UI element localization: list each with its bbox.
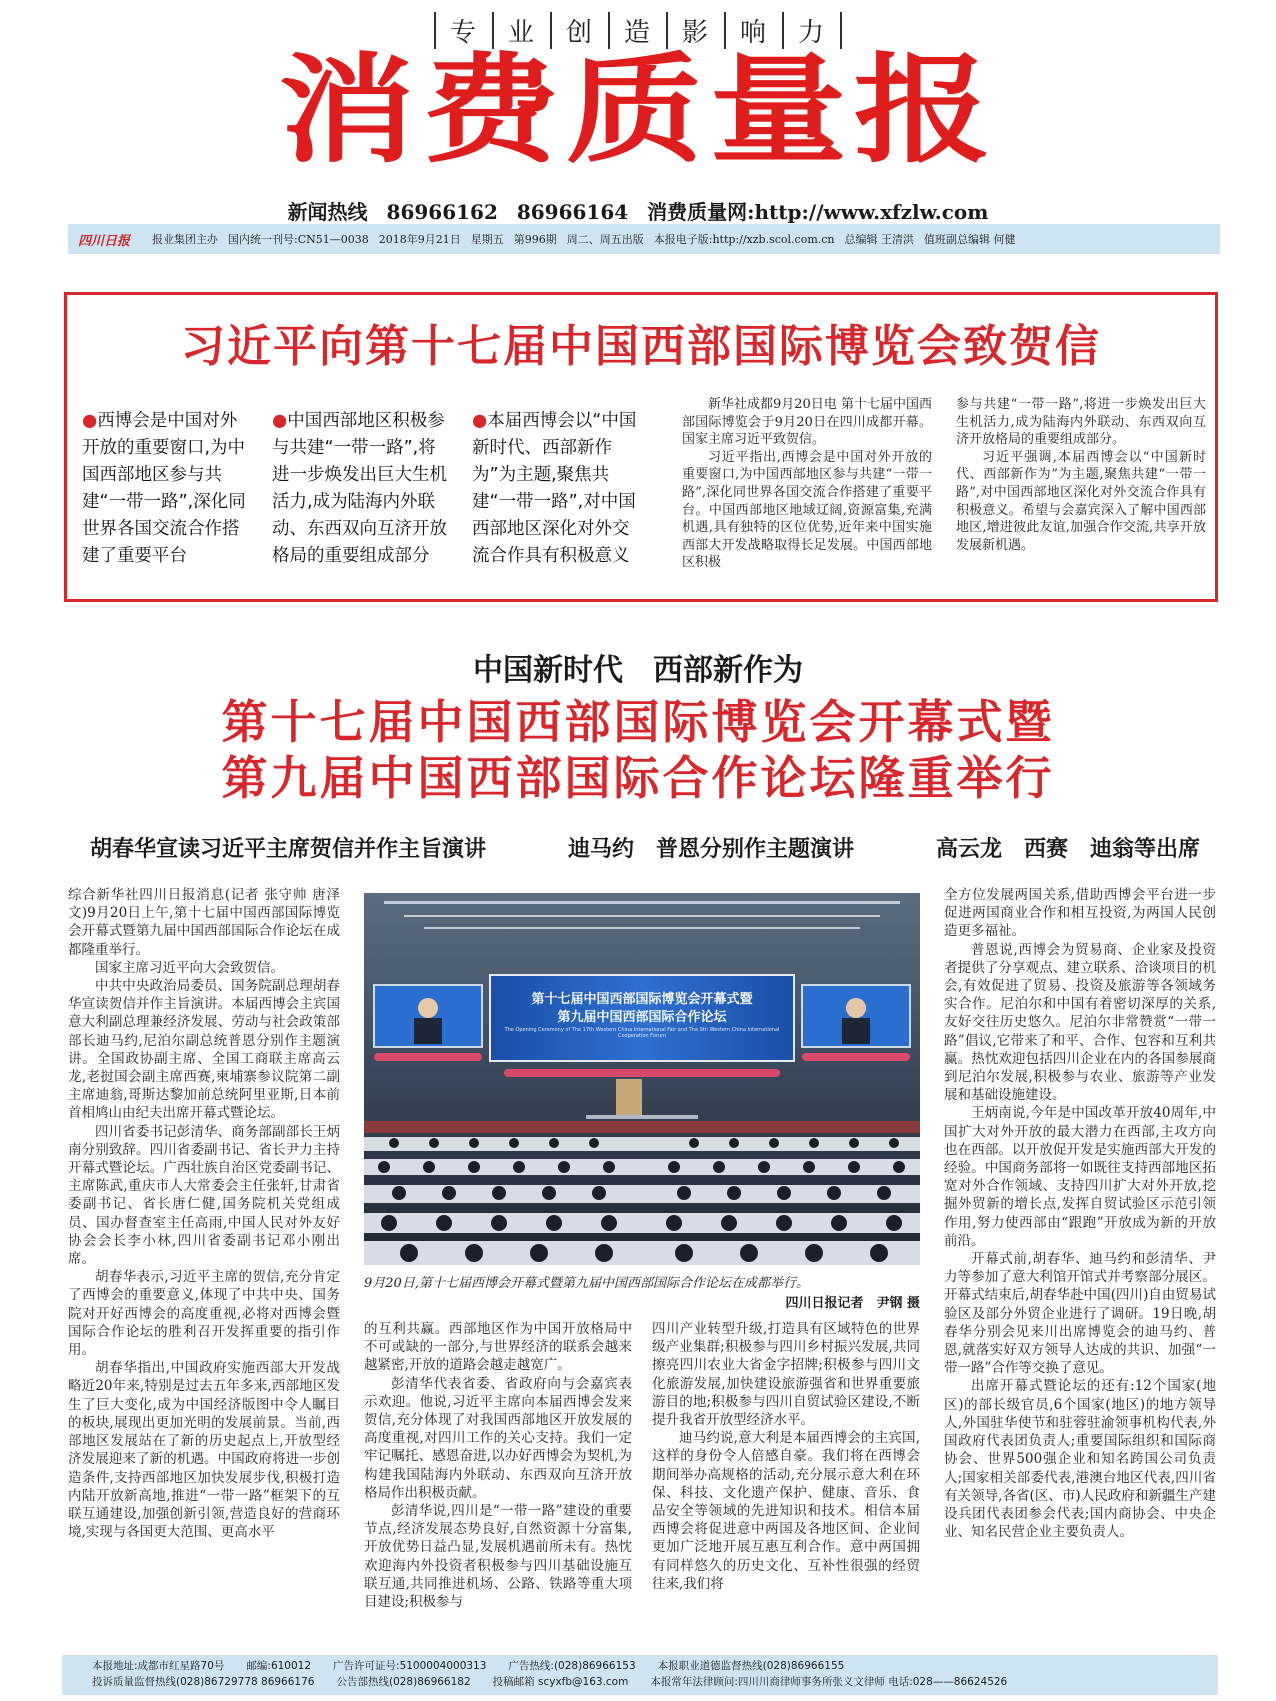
- hotline-number-2: 86966164: [516, 200, 629, 224]
- subheadline-1: 胡春华宣读习近平主席贺信并作主旨演讲: [90, 837, 487, 862]
- footer-item: 本报地址:成都市红星路70号: [92, 1660, 225, 1672]
- newspaper-masthead: 消费质量报: [278, 41, 998, 179]
- body-column-4: [944, 886, 1216, 1541]
- footer-item: 投诉质量监督热线(028)86729778 86966176: [92, 1676, 315, 1688]
- slogan-char: 响: [724, 12, 782, 49]
- footer-item: 邮编:610012: [246, 1660, 312, 1672]
- subheadline-3: 高云龙 西赛 迪翁等出席: [935, 837, 1200, 862]
- slogan-char: 造: [608, 12, 666, 49]
- issue-info-item: 国内统一刊号:CN51—0038: [228, 233, 369, 246]
- screen-title-1: 第十七届中国西部国际博览会开幕式暨: [531, 992, 753, 1007]
- hotline-bar: [0, 196, 1276, 225]
- bullet-dot-icon: ●: [272, 411, 288, 431]
- photo-caption: 9月20日,第十七届西博会开幕式暨第九届中国西部国际合作论坛在成都举行。: [364, 1276, 809, 1291]
- hotline-number-1: 86966162: [386, 200, 498, 224]
- website-link[interactable]: 消费质量网:http://www.xfzlw.com: [647, 200, 989, 224]
- footer-item: 本报职业道德监督热线(028)86966155: [657, 1660, 845, 1672]
- footer-bar: [62, 1655, 1218, 1695]
- hotline-label: 新闻热线: [287, 200, 368, 224]
- body-column-1: [68, 886, 340, 1541]
- issue-info-item: 星期五: [470, 233, 504, 246]
- paragraph: 国家主席习近平向大会致贺信。: [95, 959, 284, 976]
- paragraph: 彭清华代表省委、省政府向与会嘉宾表示欢迎。他说,习近平主席向本届西博会发来贺信,充分体现了对我国西部地区开放发展的高度重视,对四川工作的关心支持。我们一定牢记嘱托、感恩奋进,以办好西博会为契机,为构建我国陆海内外联动、东西双向互济开放格局作出积极贡献。: [364, 1375, 632, 1501]
- paragraph: 开幕式前,胡春华、迪马约和彭清华、尹力等参加了意大利馆开馆式并考察部分展区。开幕式结束后,胡春华赴中国(四川)自由贸易试验区及部分外贸企业进行了调研。19日晚,胡春华分别会见来川出席博览会的迪马约、普恩,就落实好双方领导人达成的共识、加强“一带一路”合作等交换了意见。: [944, 1251, 1216, 1377]
- paragraph: 王炳南说,今年是中国改革开放40周年,中国扩大对外开放的最大潜力在西部,主攻方向也在西部。以开放促开发是实施西部大开发的经验。中国商务部将一如既往支持西部地区拓宽对外合作领域、支持四川扩大对外开放,挖掘外贸新的增长点,发挥自贸试验区示范引领作用,努力使西部由“跟跑”开放成为新的开放前沿。: [944, 1105, 1216, 1249]
- sichuan-daily-logo: 四川日报: [78, 233, 131, 249]
- footer-item: 公告部热线(028)86966182: [336, 1676, 471, 1688]
- lead-bullet-1: ●西博会是中国对外开放的重要窗口,为中国西部地区参与共建“一带一路”,深化同世界各国交流合作搭建了重要平台: [82, 411, 246, 566]
- issue-info-item: 值班副总编辑 何健: [924, 233, 1016, 246]
- issue-info-item: 2018年9月21日: [378, 233, 461, 246]
- main-kicker: 中国新时代 西部新作为: [473, 653, 803, 688]
- lead-text-col-1: [682, 396, 932, 572]
- issue-info-item: 报业集团主办: [152, 233, 219, 246]
- paragraph: 综合新华社四川日报消息(记者 张守帅 唐泽文)9月20日上午,第十七届中国西部国际博览会开幕式暨第九届中国西部国际合作论坛在成都隆重举行。: [68, 887, 340, 958]
- lead-bullet-3: ●本届西博会以“中国新时代、西部新作为”为主题,聚焦共建“一带一路”,对中国西部地区深化对外交流合作具有积极意义: [472, 411, 637, 566]
- subheadline-2: 迪马约 普恩分别作主题演讲: [567, 837, 854, 862]
- issue-info-item[interactable]: 本报电子版:http://xzb.scol.com.cn: [653, 233, 835, 246]
- body-column-3: [652, 1320, 920, 1593]
- paragraph: 习近平强调,本届西博会以“中国新时代、西部新作为”为主题,聚焦共建“一带一路”,对中国西部地区深化对外交流合作具有积极意义。希望与会嘉宾深入了解中国西部地区,增进彼此友谊,加强合作交流,共享开放发展新机遇。: [956, 449, 1206, 553]
- slogan-char: 专: [434, 12, 492, 49]
- issue-info-item: 总编辑 王清洪: [844, 233, 914, 246]
- footer-item: 本报常年法律顾问:四川川商律师事务所张义文律师 电话:028——86624526: [650, 1676, 1008, 1688]
- main-subheadline: [90, 832, 1200, 863]
- paragraph: 中共中央政治局委员、国务院副总理胡春华宣读贺信并作主旨演讲。本届西博会主宾国意大利副总理兼经济发展、劳动与社会政策部部长迪马约,尼泊尔副总统普恩分别作主题演讲。全国政协副主席、全国工商联主席高云龙,老挝国会副主席西赛,柬埔寨参议院第二副主席迪翁,哥斯达黎加前总统阿里亚斯,日本前首相鸠山由纪夫出席开幕式暨论坛。: [68, 978, 340, 1122]
- slogan-char: 创: [550, 12, 608, 49]
- body-column-2: [364, 1320, 632, 1611]
- issue-info-item: 周二、周五出版: [566, 233, 644, 246]
- paragraph: 胡春华指出,中国政府实施西部大开发战略近20年来,特别是过去五年多来,西部地区发生了巨大变化,成为中国经济版图中令人瞩目的板块,展现出更加光明的发展前景。当前,西部地区发展站在了新的历史起点上,开放型经济发展迎来了新的机遇。中国政府将进一步创造条件,支持西部地区加快发展步伐,积极打造内陆开放新高地,推进“一带一路”框架下的互联互通建设,加强创新引领,营造良好的营商环境,实现与各国更大范围、更高水平: [68, 1360, 340, 1541]
- footer-line-1: [92, 1658, 1188, 1674]
- ceremony-photo[interactable]: [364, 893, 920, 1265]
- main-headline: [0, 694, 1276, 806]
- issue-info-bar: [68, 224, 1220, 254]
- lead-text-col-2: [956, 396, 1206, 554]
- footer-item: 广告许可证号:5100004000313: [333, 1660, 487, 1672]
- screen-title-2: 第九届中国西部国际合作论坛: [557, 1010, 727, 1025]
- slogan-char: 影: [666, 12, 724, 49]
- footer-item: 投稿邮箱 scyxfb@163.com: [492, 1676, 629, 1688]
- paragraph: 参与共建“一带一路”,将进一步焕发出巨大生机活力,成为陆海内外联动、东西双向互济开放格局的重要组成部分。: [956, 397, 1206, 448]
- paragraph: 的互利共赢。西部地区作为中国开放格局中不可或缺的一部分,与世界经济的联系会越来越紧密,开放的道路会越走越宽广。: [364, 1321, 632, 1374]
- photo-credit: 四川日报记者 尹钢 摄: [785, 1296, 920, 1311]
- paragraph: 习近平指出,西博会是中国对外开放的重要窗口,为中国西部地区参与共建“一带一路”,深化同世界各国交流合作搭建了重要平台。中国西部地区地域辽阔,资源富集,充满机遇,具有独特的区位优势,近年来中国实施西部大开发战略取得长足发展。中国西部地区积极: [682, 449, 932, 571]
- paragraph: 普恩说,西博会为贸易商、企业家及投资者提供了分享观点、建立联系、洽谈项目的机会,有效促进了贸易、投资及旅游等各领域务实合作。尼泊尔和中国有着密切深厚的关系,友好交往历史悠久。尼泊尔非常赞赏“一带一路”倡议,它带来了和平、合作、包容和互利共赢。热忱欢迎包括四川企业在内的各国参展商到尼泊尔发展,积极参与农业、旅游等产业发展和基础设施建设。: [944, 941, 1216, 1104]
- lead-bullet-2: ●中国西部地区积极参与共建“一带一路”,将进一步焕发出巨大生机活力,成为陆海内外联动、东西双向互济开放格局的重要组成部分: [272, 411, 447, 566]
- bullet-dot-icon: ●: [82, 411, 98, 431]
- paragraph: 出席开幕式暨论坛的还有:12个国家(地区)的部长级官员,6个国家(地区)的地方领导人,外国驻华使节和驻蓉驻渝领事机构代表,外国政府代表团负责人;重要国际组织和国际商协会、世界500强企业和知名跨国公司负责人;国家相关部委代表,港澳台地区代表,四川省有关领导,各省(区、市)人民政府和新疆生产建设兵团代表团参会代表;国内商协会、中央企业、知名民营企业主要负责人。: [944, 1378, 1216, 1541]
- slogan-char: 业: [492, 12, 550, 49]
- paragraph: 四川省委书记彭清华、商务部副部长王炳南分别致辞。四川省委副书记、省长尹力主持开幕式暨论坛。广西壮族自治区党委副书记、主席陈武,重庆市人大常委会主任张轩,甘肃省委副书记、省长唐仁健,国务院机关党组成员、国办督查室主任高雨,中国人民对外友好协会会长李小林,四川省委副书记邓小刚出席。: [68, 1123, 340, 1268]
- paragraph: 迪马约说,意大利是本届西博会的主宾国,这样的身份令人倍感自豪。我们将在西博会期间举办高规格的活动,充分展示意大利在环保、科技、文化遗产保护、健康、音乐、食品安全等领域的先进知识和技术。相信本届西博会将促进意中两国及各地区间、企业间更加广泛地开展互惠互利合作。意中两国拥有同样悠久的历史文化、互补性很强的经贸往来,我们将: [652, 1430, 920, 1592]
- paragraph: 新华社成都9月20日电 第十七届中国西部国际博览会于9月20日在四川成都开幕。国家主席习近平致贺信。: [682, 397, 932, 448]
- ceremony-photo-illustration: [364, 893, 920, 1265]
- bullet-dot-icon: ●: [472, 411, 488, 431]
- paragraph: 全方位发展两国关系,借助西博会平台进一步促进两国商业合作和相互投资,为两国人民创造更多福祉。: [944, 887, 1216, 940]
- lead-headline: 习近平向第十七届中国西部国际博览会致贺信: [181, 321, 1101, 372]
- footer-item: 广告热线:(028)86966153: [508, 1660, 636, 1672]
- paragraph: 胡春华表示,习近平主席的贺信,充分肯定了西博会的重要意义,体现了中共中央、国务院对开好西博会的高度重视,必将对西博会暨国际合作论坛的胜利召开发挥重要的指引作用。: [68, 1269, 340, 1359]
- paragraph: 彭清华说,四川是“一带一路”建设的重要节点,经济发展态势良好,自然资源十分富集,开放优势日益凸显,发展机遇前所未有。热忱欢迎海内外投资者积极参与四川基础设施互联互通,共同推进机场、公路、铁路等重大项目建设;积极参与: [364, 1503, 632, 1611]
- main-headline-line-2: 第九届中国西部国际合作论坛隆重举行: [221, 751, 1055, 805]
- main-headline-line-1: 第十七届中国西部国际博览会开幕式暨: [221, 695, 1055, 749]
- issue-info-item: 第996期: [513, 233, 557, 246]
- screen-subtitle: The Opening Ceremony of The 17th Western China International Fair and The 9th Western China International Cooperation Forum: [504, 1027, 780, 1039]
- slogan-char: 力: [782, 12, 842, 49]
- paragraph: 四川产业转型升级,打造具有区域特色的世界级产业集群;积极参与四川乡村振兴发展,共同擦亮四川农业大省金字招牌;积极参与四川文化旅游发展,加快建设旅游强省和世界重要旅游目的地;积极参与四川自贸试验区建设,不断提升我省开放型经济水平。: [652, 1321, 920, 1429]
- footer-line-2: [92, 1674, 1188, 1690]
